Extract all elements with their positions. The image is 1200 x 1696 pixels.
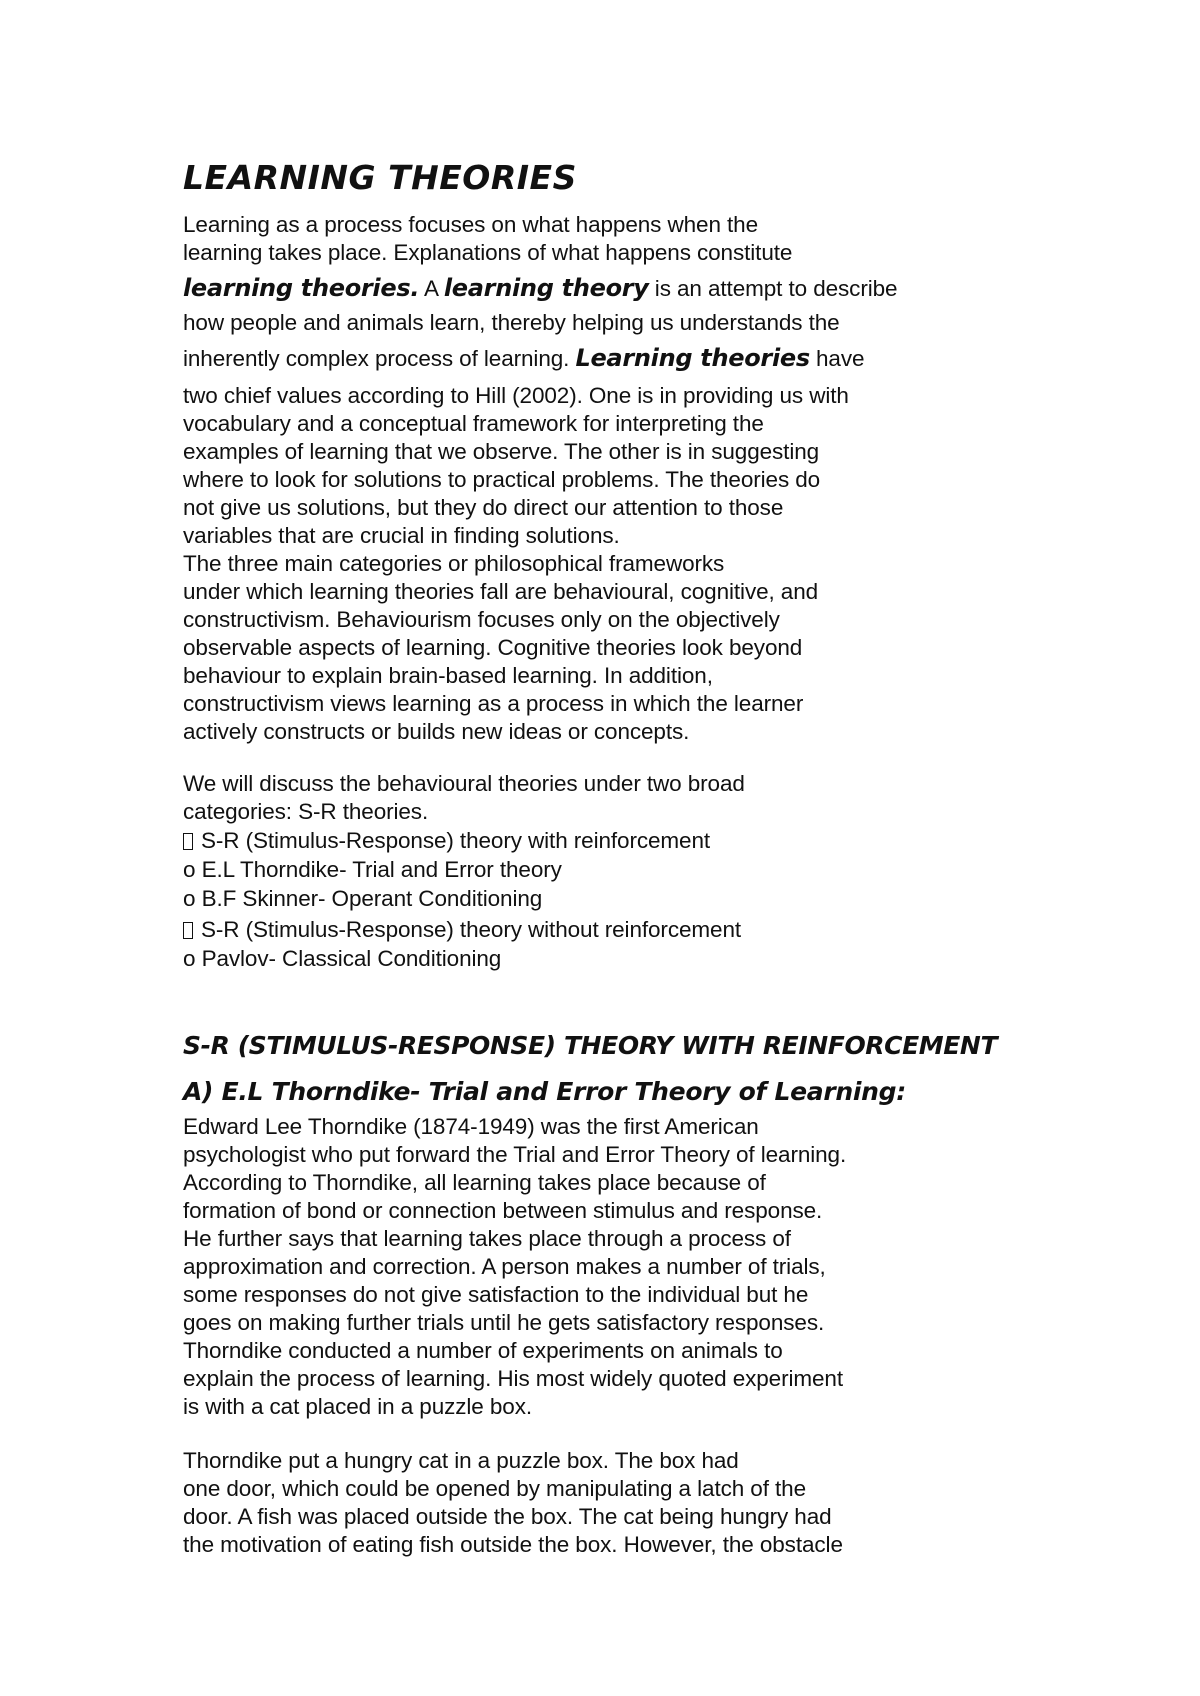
intro-line-13: under which learning theories fall are behavioural, cognitive, and bbox=[183, 579, 819, 604]
page-title: LEARNING THEORIES bbox=[183, 158, 577, 197]
list-item bbox=[183, 827, 710, 855]
intro-text: inherently complex process of learning. bbox=[183, 346, 576, 371]
list-subitem: o E.L Thorndike- Trial and Error theory bbox=[183, 857, 562, 882]
intro-line-12: The three main categories or philosophical frameworks bbox=[183, 551, 725, 576]
intro-line-18: actively constructs or builds new ideas or concepts. bbox=[183, 719, 690, 744]
thorndike-line-8: goes on making further trials until he gets satisfactory responses. bbox=[183, 1310, 825, 1335]
intro-line-16: behaviour to explain brain-based learning. In addition, bbox=[183, 663, 713, 688]
emphasis-learning-theory: learning theory bbox=[443, 274, 649, 302]
intro-line-14: constructivism. Behaviourism focuses only on the objectively bbox=[183, 607, 780, 632]
intro-line-15: observable aspects of learning. Cognitive theories look beyond bbox=[183, 635, 803, 660]
thorndike-line-11: is with a cat placed in a puzzle box. bbox=[183, 1394, 532, 1419]
experiment-line-4: the motivation of eating fish outside the box. However, the obstacle bbox=[183, 1532, 843, 1557]
intro-line-10: not give us solutions, but they do direct our attention to those bbox=[183, 495, 784, 520]
intro-line-1: Learning as a process focuses on what happens when the bbox=[183, 212, 758, 237]
categories-line-2: categories: S-R theories. bbox=[183, 799, 429, 824]
experiment-line-1: Thorndike put a hungry cat in a puzzle box. The box had bbox=[183, 1448, 739, 1473]
list-subitem: o Pavlov- Classical Conditioning bbox=[183, 946, 502, 971]
intro-line-4: how people and animals learn, thereby helping us understands the bbox=[183, 310, 840, 335]
intro-line-8: examples of learning that we observe. The other is in suggesting bbox=[183, 439, 820, 464]
emphasis-learning-theories: learning theories. bbox=[183, 274, 420, 302]
subsection-heading: A) E.L Thorndike- Trial and Error Theory of Learning: bbox=[183, 1077, 906, 1106]
emphasis-learning-theories-2: Learning theories bbox=[575, 344, 810, 372]
intro-line-9: where to look for solutions to practical problems. The theories do bbox=[183, 467, 821, 492]
intro-text: A bbox=[419, 276, 444, 301]
intro-line-11: variables that are crucial in finding solutions. bbox=[183, 523, 620, 548]
thorndike-line-10: explain the process of learning. His most widely quoted experiment bbox=[183, 1366, 843, 1391]
thorndike-line-9: Thorndike conducted a number of experiments on animals to bbox=[183, 1338, 783, 1363]
list-item-text: S-R (Stimulus-Response) theory without reinforcement bbox=[201, 917, 742, 942]
experiment-line-3: door. A fish was placed outside the box. The cat being hungry had bbox=[183, 1504, 832, 1529]
thorndike-line-3: According to Thorndike, all learning takes place because of bbox=[183, 1170, 766, 1195]
intro-line-5 bbox=[183, 344, 864, 373]
intro-text: have bbox=[809, 346, 865, 371]
list-subitem: o B.F Skinner- Operant Conditioning bbox=[183, 886, 543, 911]
thorndike-line-7: some responses do not give satisfaction to the individual but he bbox=[183, 1282, 809, 1307]
intro-text: is an attempt to describe bbox=[648, 276, 898, 301]
list-item bbox=[183, 916, 741, 944]
thorndike-line-2: psychologist who put forward the Trial and Error Theory of learning. bbox=[183, 1142, 847, 1167]
experiment-line-2: one door, which could be opened by manipulating a latch of the bbox=[183, 1476, 806, 1501]
section-heading: S-R (STIMULUS-RESPONSE) THEORY WITH REINFORCEMENT bbox=[183, 1031, 998, 1060]
bullet-box-icon bbox=[183, 833, 193, 850]
thorndike-line-1: Edward Lee Thorndike (1874-1949) was the first American bbox=[183, 1114, 759, 1139]
intro-line-3 bbox=[183, 274, 897, 303]
bullet-box-icon bbox=[183, 922, 193, 939]
thorndike-line-6: approximation and correction. A person makes a number of trials, bbox=[183, 1254, 826, 1279]
list-item-text: S-R (Stimulus-Response) theory with reinforcement bbox=[201, 828, 711, 853]
thorndike-line-5: He further says that learning takes place through a process of bbox=[183, 1226, 791, 1251]
categories-line-1: We will discuss the behavioural theories under two broad bbox=[183, 771, 745, 796]
intro-line-6: two chief values according to Hill (2002). One is in providing us with bbox=[183, 383, 849, 408]
intro-line-17: constructivism views learning as a process in which the learner bbox=[183, 691, 804, 716]
intro-line-2: learning takes place. Explanations of what happens constitute bbox=[183, 240, 793, 265]
thorndike-line-4: formation of bond or connection between stimulus and response. bbox=[183, 1198, 823, 1223]
intro-line-7: vocabulary and a conceptual framework for interpreting the bbox=[183, 411, 764, 436]
